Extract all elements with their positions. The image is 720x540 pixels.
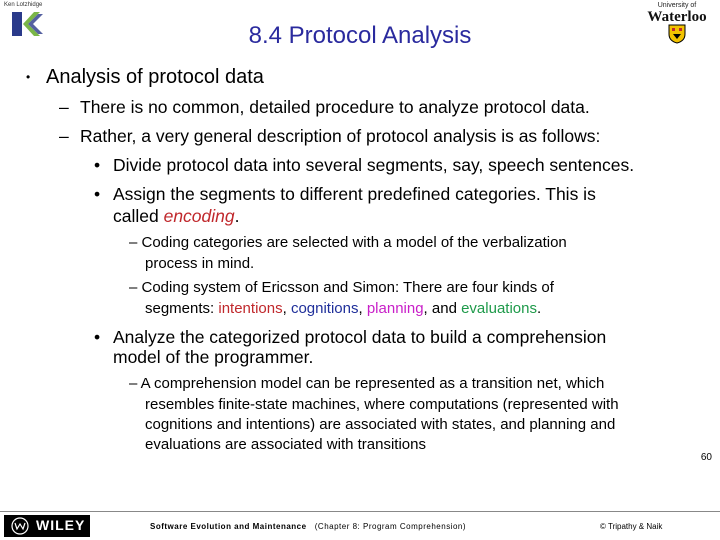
bullet-dot: • xyxy=(94,155,101,175)
copyright: © Tripathy & Naik xyxy=(600,522,663,531)
publisher-logo xyxy=(4,515,90,537)
chapter-label: (Chapter 8: Program Comprehension) xyxy=(314,522,467,531)
text-run: segments: xyxy=(145,300,219,317)
detail-text: process in mind. xyxy=(145,255,255,272)
footer-book xyxy=(150,522,466,531)
bullet-text: Analysis of protocol data xyxy=(46,66,264,88)
text-run: . xyxy=(234,206,240,226)
sub-bullet-text xyxy=(113,206,240,227)
bullet-dot: • xyxy=(94,184,101,204)
text-run: , xyxy=(358,300,367,317)
encoding-term: encoding xyxy=(163,206,235,226)
dash-text: Rather, a very general description of protocol analysis is as follows: xyxy=(80,126,601,146)
page-number: 60 xyxy=(700,452,712,463)
detail-text xyxy=(145,300,541,317)
sub-bullet-text: Assign the segments to different predefined categories. This is xyxy=(113,184,596,204)
book-title: Software Evolution and Maintenance xyxy=(150,522,307,531)
planning-term: planning xyxy=(366,300,424,317)
text-run: , and xyxy=(423,300,462,317)
detail-text: evaluations are associated with transitions xyxy=(145,436,426,453)
detail-text: – Coding categories are selected with a model of the verbalization xyxy=(129,234,567,251)
detail-text: – Coding system of Ericsson and Simon: There are four kinds of xyxy=(129,279,554,296)
publisher-emblem-icon xyxy=(7,516,33,536)
detail-text: resembles finite-state machines, where computations (represented with xyxy=(145,396,619,413)
intentions-term: intentions xyxy=(218,300,283,317)
text-run: . xyxy=(536,300,542,317)
text-run: , xyxy=(282,300,291,317)
footer-divider xyxy=(0,511,720,512)
bullet-dot: • xyxy=(26,70,31,84)
sub-bullet-text: Divide protocol data into several segments, say, speech sentences. xyxy=(113,155,635,175)
left-logo-text: Ken Lotzhidge xyxy=(4,2,43,8)
publisher-name: WILEY xyxy=(36,517,86,533)
university-label: University of xyxy=(657,2,697,9)
text-run: called xyxy=(113,206,164,226)
cognitions-term: cognitions xyxy=(290,300,359,317)
university-name: Waterloo xyxy=(647,9,707,25)
dash-marker: – xyxy=(59,126,69,146)
evaluations-term: evaluations xyxy=(461,300,537,317)
detail-text: cognitions and intentions) are associated with states, and planning and xyxy=(145,416,616,433)
slide-title: 8.4 Protocol Analysis xyxy=(248,22,472,49)
sub-bullet-text: Analyze the categorized protocol data to build a comprehension xyxy=(113,327,607,347)
dash-marker: – xyxy=(59,97,69,117)
sub-bullet-text: model of the programmer. xyxy=(113,347,314,367)
detail-text: – A comprehension model can be represented as a transition net, which xyxy=(129,375,605,392)
bullet-dot: • xyxy=(94,327,101,347)
dash-text: There is no common, detailed procedure to analyze protocol data. xyxy=(80,97,590,117)
